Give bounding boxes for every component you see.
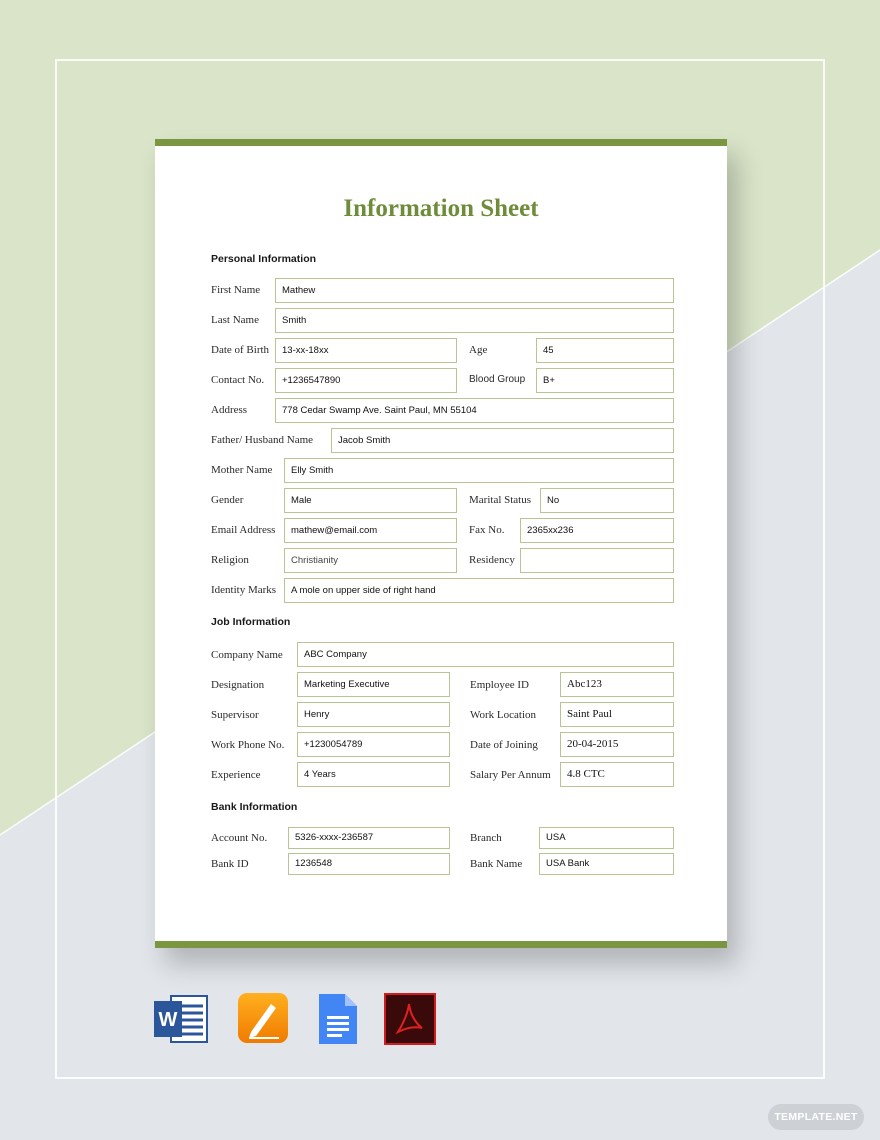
pages-icon[interactable] xyxy=(237,992,289,1046)
bank-name-label: Bank Name xyxy=(470,858,523,870)
experience-field[interactable]: 4 Years xyxy=(297,762,450,787)
google-docs-icon[interactable] xyxy=(317,992,359,1046)
top-accent-bar xyxy=(155,139,727,146)
designation-field[interactable]: Marketing Executive xyxy=(297,672,450,697)
dob-field[interactable]: 13-xx-18xx xyxy=(275,338,457,363)
religion-label: Religion xyxy=(211,554,249,566)
residency-field[interactable] xyxy=(520,548,674,573)
joining-date-label: Date of Joining xyxy=(470,739,538,751)
section-heading-personal: Personal Information xyxy=(211,253,317,265)
page-title: Information Sheet xyxy=(343,195,539,222)
watermark-badge: TEMPLATE.NET xyxy=(768,1104,864,1130)
information-sheet xyxy=(155,139,727,948)
last-name-field[interactable]: Smith xyxy=(275,308,674,333)
salary-label: Salary Per Annum xyxy=(470,769,551,781)
branch-field[interactable]: USA xyxy=(539,827,674,849)
age-field[interactable]: 45 xyxy=(536,338,674,363)
bank-id-field[interactable]: 1236548 xyxy=(288,853,450,875)
religion-field[interactable]: Christianity xyxy=(284,548,457,573)
fax-label: Fax No. xyxy=(469,524,505,536)
marital-status-field[interactable]: No xyxy=(540,488,674,513)
bank-name-field[interactable]: USA Bank xyxy=(539,853,674,875)
work-location-field[interactable]: Saint Paul xyxy=(560,702,674,727)
residency-label: Residency xyxy=(469,554,515,566)
marital-status-label: Marital Status xyxy=(469,494,532,506)
designation-label: Designation xyxy=(211,679,265,691)
contact-field[interactable]: +1236547890 xyxy=(275,368,457,393)
email-field[interactable]: mathew@email.com xyxy=(284,518,457,543)
account-no-field[interactable]: 5326-xxxx-236587 xyxy=(288,827,450,849)
joining-date-field[interactable]: 20-04-2015 xyxy=(560,732,674,757)
supervisor-field[interactable]: Henry xyxy=(297,702,450,727)
blood-group-field[interactable]: B+ xyxy=(536,368,674,393)
branch-label: Branch xyxy=(470,832,502,844)
company-name-label: Company Name xyxy=(211,649,283,661)
word-icon-letter: W xyxy=(158,1009,178,1031)
work-phone-field[interactable]: +1230054789 xyxy=(297,732,450,757)
father-name-label: Father/ Husband Name xyxy=(211,434,314,446)
dob-label: Date of Birth xyxy=(211,344,270,356)
first-name-field[interactable]: Mathew xyxy=(275,278,674,303)
bank-id-label: Bank ID xyxy=(211,858,249,870)
work-phone-label: Work Phone No. xyxy=(211,739,285,751)
salary-field[interactable]: 4.8 CTC xyxy=(560,762,674,787)
blood-group-label: Blood Group xyxy=(469,374,526,385)
contact-label: Contact No. xyxy=(211,374,265,386)
address-field[interactable]: 778 Cedar Swamp Ave. Saint Paul, MN 55104 xyxy=(275,398,674,423)
identity-marks-label: Identity Marks xyxy=(211,584,277,596)
word-icon[interactable] xyxy=(153,992,209,1046)
address-label: Address xyxy=(211,404,248,416)
bottom-accent-bar xyxy=(155,941,727,948)
identity-marks-field[interactable]: A mole on upper side of right hand xyxy=(284,578,674,603)
fax-field[interactable]: 2365xx236 xyxy=(520,518,674,543)
gender-label: Gender xyxy=(211,494,244,506)
father-name-field[interactable]: Jacob Smith xyxy=(331,428,674,453)
email-label: Email Address xyxy=(211,524,276,536)
gender-field[interactable]: Male xyxy=(284,488,457,513)
work-location-label: Work Location xyxy=(470,709,537,721)
acrobat-icon[interactable] xyxy=(384,992,436,1046)
supervisor-label: Supervisor xyxy=(211,709,259,721)
experience-label: Experience xyxy=(211,769,261,781)
company-name-field[interactable]: ABC Company xyxy=(297,642,674,667)
section-heading-job: Job Information xyxy=(211,616,291,628)
employee-id-field[interactable]: Abc123 xyxy=(560,672,674,697)
mother-name-label: Mother Name xyxy=(211,464,273,476)
first-name-label: First Name xyxy=(211,284,261,296)
account-no-label: Account No. xyxy=(211,832,268,844)
section-heading-bank: Bank Information xyxy=(211,801,298,813)
last-name-label: Last Name xyxy=(211,314,259,326)
employee-id-label: Employee ID xyxy=(470,679,529,691)
age-label: Age xyxy=(469,344,488,356)
mother-name-field[interactable]: Elly Smith xyxy=(284,458,674,483)
